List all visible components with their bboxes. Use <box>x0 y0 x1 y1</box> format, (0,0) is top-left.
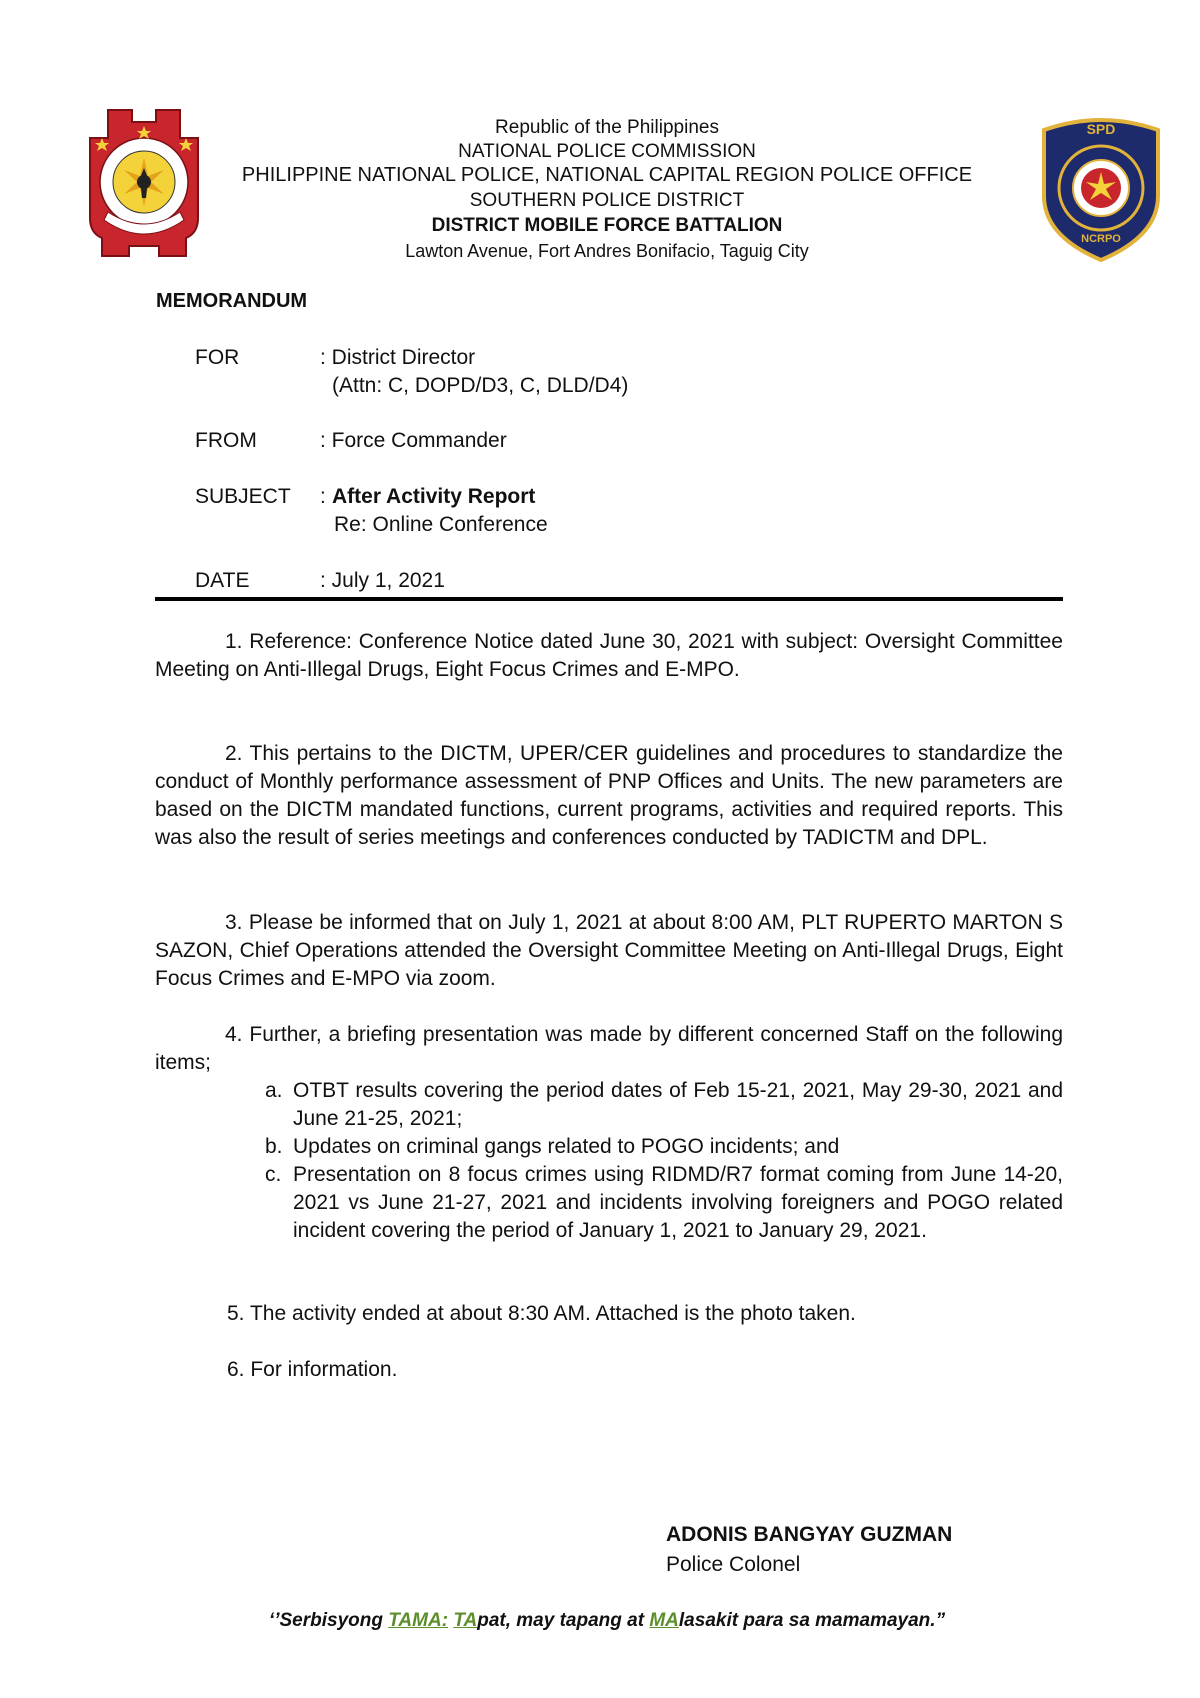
list-item <box>265 1161 1063 1245</box>
for-label: FOR <box>195 346 240 369</box>
header-pnp-ncrpo: PHILIPPINE NATIONAL POLICE, NATIONAL CAPITAL REGION POLICE OFFICE <box>241 164 973 186</box>
list-item-text: OTBT results covering the period dates of Feb 15-21, 2021, May 29-30, 2021 and June 21-25, 2021; <box>293 1079 1063 1130</box>
memo-title: MEMORANDUM <box>156 290 308 312</box>
list-item <box>265 1133 1063 1161</box>
paragraph-5 <box>155 1300 1063 1328</box>
paragraph-3-text: 3. Please be informed that on July 1, 2021 at about 8:00 AM, PLT RUPERTO MARTON S SAZON, Chief Operations attended the Oversight Committee Meeting on Anti-Illegal Drugs, Eight Focus Crimes and E-MPO via zoom. <box>155 911 1063 990</box>
motto-ta: TA <box>453 1610 478 1631</box>
date-label: DATE <box>195 569 250 592</box>
subject-label: SUBJECT <box>195 485 291 508</box>
for-attn: (Attn: C, DOPD/D3, C, DLD/D4) <box>332 374 629 397</box>
paragraph-4 <box>155 1021 1063 1077</box>
date-value: : July 1, 2021 <box>320 569 445 592</box>
paragraph-2 <box>155 740 1063 852</box>
signatory-name: ADONIS BANGYAY GUZMAN <box>666 1523 953 1546</box>
motto-tama: TAMA: <box>388 1610 449 1631</box>
from-label: FROM <box>195 429 257 452</box>
paragraph-1 <box>155 628 1063 684</box>
subject-re: Re: Online Conference <box>334 513 548 536</box>
footer-motto <box>150 1610 1064 1632</box>
header-address: Lawton Avenue, Fort Andres Bonifacio, Taguig City <box>405 241 809 261</box>
header-spd: SOUTHERN POLICE DISTRICT <box>469 190 745 211</box>
header-divider <box>155 597 1063 601</box>
header-republic: Republic of the Philippines <box>495 117 719 138</box>
paragraph-4-text: 4. Further, a briefing presentation was made by different concerned Staff on the following items; <box>155 1023 1063 1074</box>
header-napolcom: NATIONAL POLICE COMMISSION <box>458 141 756 162</box>
signatory-rank: Police Colonel <box>666 1553 801 1576</box>
list-item-label: c. <box>265 1163 282 1186</box>
list-item-text: Presentation on 8 focus crimes using RIDMD/R7 format coming from June 14-20, 2021 vs June 21-27, 2021 and incidents involving foreigners and POGO related incident covering the period of January 1, 2021 to January 29, 2021. <box>293 1163 1063 1242</box>
list-item-text: Updates on criminal gangs related to POGO incidents; and <box>293 1135 840 1158</box>
subject-value: After Activity Report <box>332 485 536 508</box>
header-battalion: DISTRICT MOBILE FORCE BATTALION <box>431 215 783 236</box>
motto-ma: MA <box>649 1610 679 1631</box>
paragraph-6-text: 6. For information. <box>227 1358 398 1381</box>
motto-open: ‘’Serbisyong <box>268 1610 389 1631</box>
paragraph-6 <box>155 1356 1063 1384</box>
paragraph-5-text: 5. The activity ended at about 8:30 AM. Attached is the photo taken. <box>227 1302 856 1325</box>
motto-mid: pat, may tapang at <box>477 1610 650 1631</box>
from-value: : Force Commander <box>320 429 507 452</box>
subject-colon: : <box>320 485 326 508</box>
list-item <box>265 1077 1063 1133</box>
paragraph-3 <box>155 909 1063 993</box>
paragraph-2-text: 2. This pertains to the DICTM, UPER/CER guidelines and procedures to standardize the conduct of Monthly performance assessment of PNP Offices and Units. The new parameters are based on the DICTM mandated functions, current programs, activities and required reports. This was also the result of series meetings and conferences conducted by TADICTM and DPL. <box>155 742 1063 849</box>
motto-end: lasakit para sa mamamayan.” <box>678 1610 946 1631</box>
svg-text:NCRPO: NCRPO <box>1081 233 1121 245</box>
svg-text:SPD: SPD <box>1086 121 1116 137</box>
paragraph-1-text: 1. Reference: Conference Notice dated June 30, 2021 with subject: Oversight Committee Meeting on Anti-Illegal Drugs, Eight Focus Crimes and E-MPO. <box>155 630 1063 681</box>
list-item-label: b. <box>265 1135 283 1158</box>
for-value: : District Director <box>320 346 476 369</box>
list-item-label: a. <box>265 1079 283 1102</box>
